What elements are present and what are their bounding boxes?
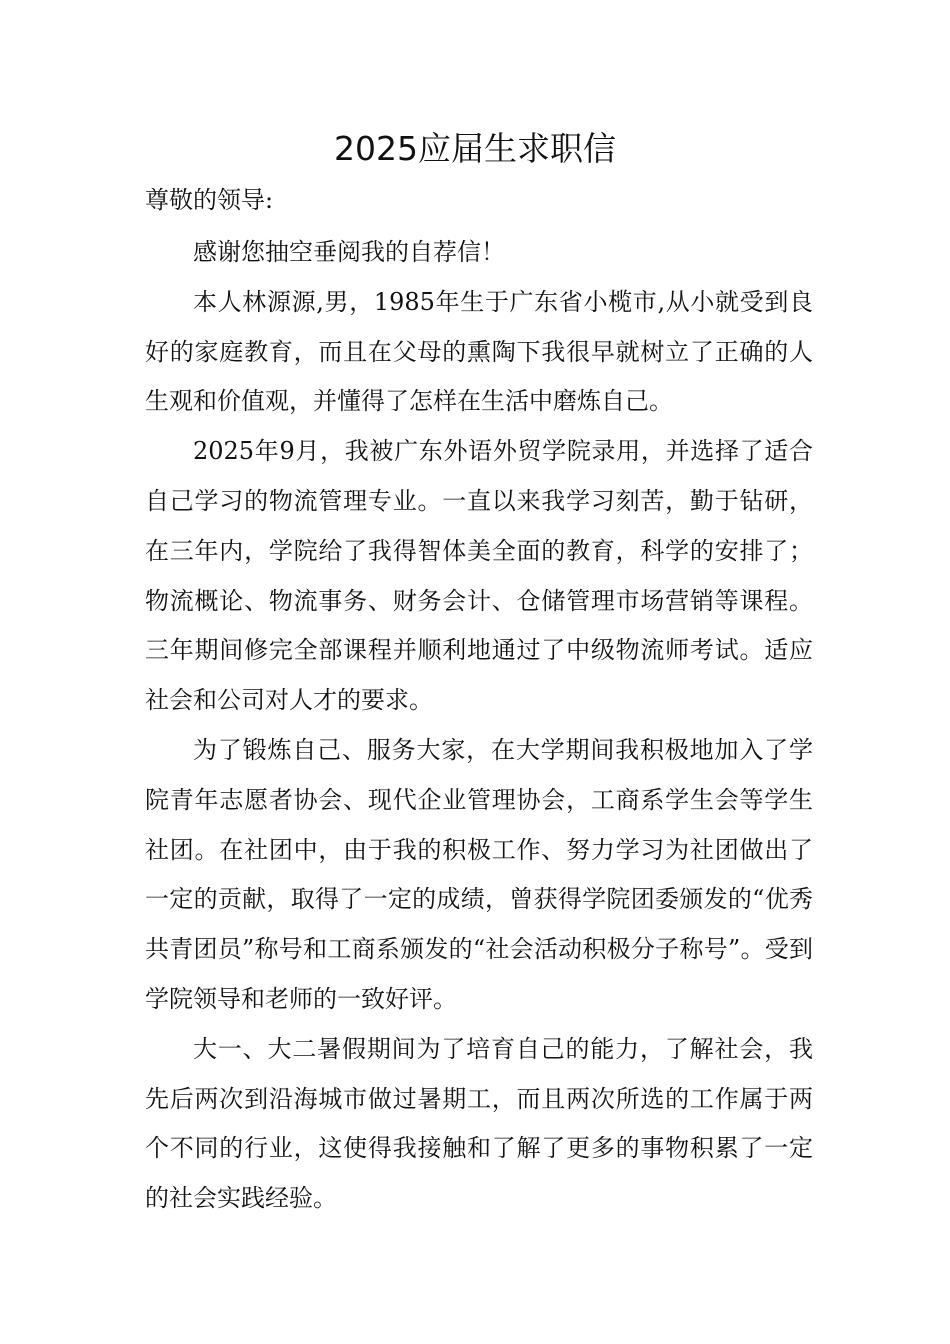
- letter-body: [145, 228, 813, 1224]
- paragraph-activities: 为了锻炼自己、服务大家，在大学期间我积极地加入了学院青年志愿者协会、现代企业管理协会，工商系学生会等学生社团。在社团中，由于我的积极工作、努力学习为社团做出了一定的贡献，取得了一定的成绩，曾获得学院团委颁发的“优秀共青团员”称号和工商系颁发的“社会活动积极分子称号”。受到学院领导和老师的一致好评。: [145, 735, 813, 1013]
- document-title: 2025应届生求职信: [334, 129, 616, 168]
- salutation: 尊敬的领导:: [145, 186, 274, 214]
- paragraph-thanks: 感谢您抽空垂阅我的自荐信！: [193, 238, 505, 266]
- paragraph-education: 2025年9月，我被广东外语外贸学院录用，并选择了适合自己学习的物流管理专业。一直以来我学习刻苦，勤于钻研，在三年内，学院给了我得智体美全面的教育，科学的安排了；物流概论、物流事务、财务会计、仓储管理市场营销等课程。三年期间修完全部课程并顺利地通过了中级物流师考试。适应社会和公司对人才的要求。: [145, 437, 813, 715]
- paragraph-introduction: 本人林源源,男，1985年生于广东省小榄市,从小就受到良好的家庭教育，而且在父母的熏陶下我很早就树立了正确的人生观和价值观，并懂得了怎样在生活中磨炼自己。: [145, 287, 813, 416]
- paragraph-work-experience: 大一、大二暑假期间为了培育自己的能力，了解社会，我先后两次到沿海城市做过暑期工，而且两次所选的工作属于两个不同的行业，这使得我接触和了解了更多的事物积累了一定的社会实践经验。: [145, 1034, 813, 1213]
